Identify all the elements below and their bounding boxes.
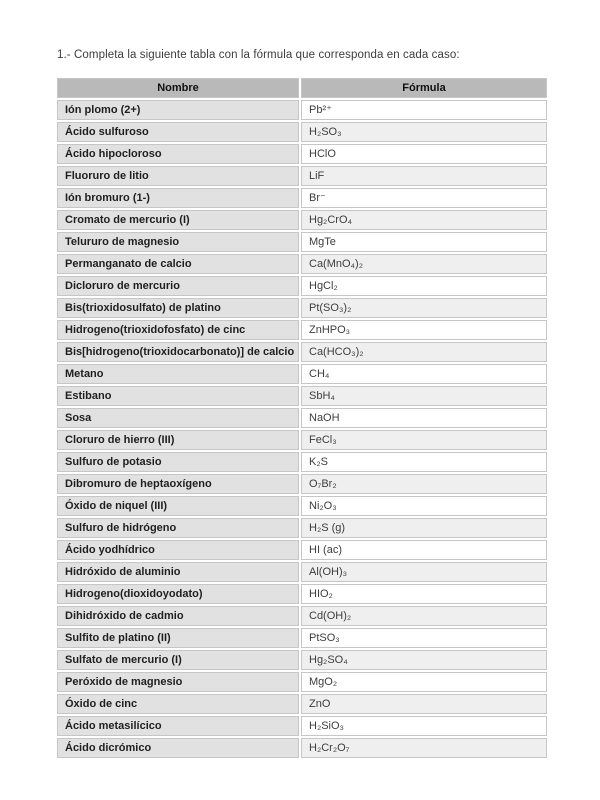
compound-name-cell: Dibromuro de heptaoxígeno [57,474,299,494]
formula-cell: LiF [301,166,547,186]
formula-cell: HI (ac) [301,540,547,560]
compound-name-cell: Sulfuro de potasio [57,452,299,472]
compound-name-cell: Ácido hipocloroso [57,144,299,164]
table-row [57,430,547,450]
formula-cell: Al(OH)₃ [301,562,547,582]
compound-name-cell: Bis(trioxidosulfato) de platino [57,298,299,318]
compound-name-cell: Dihidróxido de cadmio [57,606,299,626]
formula-cell: NaOH [301,408,547,428]
table-row [57,232,547,252]
formula-cell: H₂SO₃ [301,122,547,142]
compound-name-cell: Estibano [57,386,299,406]
table-row [57,540,547,560]
formula-cell: Ca(MnO₄)₂ [301,254,547,274]
table-row [57,672,547,692]
table-row [57,452,547,472]
worksheet-title: 1.- Completa la siguiente tabla con la fórmula que corresponda en cada caso: [57,49,460,61]
table-row [57,364,547,384]
table-row [57,584,547,604]
table-row [57,716,547,736]
table-row [57,474,547,494]
formula-cell: H₂Cr₂O₇ [301,738,547,758]
table-row [57,276,547,296]
compound-name-cell: Hidrogeno(trioxidofosfato) de cinc [57,320,299,340]
table-header-row [57,78,547,98]
formula-cell: CH₄ [301,364,547,384]
formula-cell: Hg₂SO₄ [301,650,547,670]
table-row [57,188,547,208]
table-row [57,738,547,758]
formula-cell: ZnO [301,694,547,714]
compound-name-cell: Cloruro de hierro (III) [57,430,299,450]
table-row [57,518,547,538]
compound-name-cell: Hidrogeno(dioxidoyodato) [57,584,299,604]
formula-cell: PtSO₃ [301,628,547,648]
table-row [57,342,547,362]
table-row [57,496,547,516]
formula-cell: Ni₂O₃ [301,496,547,516]
compound-name-cell: Dicloruro de mercurio [57,276,299,296]
compound-name-cell: Ácido metasilícico [57,716,299,736]
formula-cell: Ca(HCO₃)₂ [301,342,547,362]
table-row [57,100,547,120]
table-row [57,254,547,274]
compound-name-cell: Ácido yodhídrico [57,540,299,560]
compound-name-cell: Peróxido de magnesio [57,672,299,692]
compound-name-cell: Ión plomo (2+) [57,100,299,120]
table-row [57,122,547,142]
compound-name-cell: Hidróxido de aluminio [57,562,299,582]
compound-name-cell: Sosa [57,408,299,428]
compound-name-cell: Telururo de magnesio [57,232,299,252]
formula-cell: Pt(SO₃)₂ [301,298,547,318]
formula-cell: Pb²⁺ [301,100,547,120]
formula-cell: MgTe [301,232,547,252]
formula-cell: SbH₄ [301,386,547,406]
table-row [57,606,547,626]
compound-name-cell: Ácido sulfuroso [57,122,299,142]
table-row [57,166,547,186]
compound-name-cell: Sulfito de platino (II) [57,628,299,648]
table-row [57,650,547,670]
compound-name-cell: Ácido dicrómico [57,738,299,758]
formula-cell: H₂SiO₃ [301,716,547,736]
formula-cell: Cd(OH)₂ [301,606,547,626]
compound-name-cell: Óxido de cinc [57,694,299,714]
table-row [57,386,547,406]
compound-name-cell: Sulfato de mercurio (I) [57,650,299,670]
table-row [57,144,547,164]
compound-name-cell: Cromato de mercurio (I) [57,210,299,230]
formula-table [55,76,549,760]
table-row [57,694,547,714]
formula-cell: MgO₂ [301,672,547,692]
formula-cell: FeCl₃ [301,430,547,450]
formula-cell: ZnHPO₃ [301,320,547,340]
compound-name-cell: Ión bromuro (1-) [57,188,299,208]
table-header-nombre: Nombre [57,78,299,98]
table-row [57,320,547,340]
formula-cell: K₂S [301,452,547,472]
formula-cell: H₂S (g) [301,518,547,538]
formula-cell: Hg₂CrO₄ [301,210,547,230]
compound-name-cell: Metano [57,364,299,384]
table-row [57,562,547,582]
formula-cell: HgCl₂ [301,276,547,296]
formula-cell: O₇Br₂ [301,474,547,494]
table-row [57,210,547,230]
table-row [57,628,547,648]
compound-name-cell: Sulfuro de hidrógeno [57,518,299,538]
formula-cell: Br⁻ [301,188,547,208]
compound-name-cell: Permanganato de calcio [57,254,299,274]
formula-cell: HIO₂ [301,584,547,604]
formula-cell: HClO [301,144,547,164]
table-row [57,408,547,428]
compound-name-cell: Bis[hidrogeno(trioxidocarbonato)] de calcio [57,342,299,362]
table-header-formula: Fórmula [301,78,547,98]
table-row [57,298,547,318]
compound-name-cell: Óxido de niquel (III) [57,496,299,516]
compound-name-cell: Fluoruro de litio [57,166,299,186]
